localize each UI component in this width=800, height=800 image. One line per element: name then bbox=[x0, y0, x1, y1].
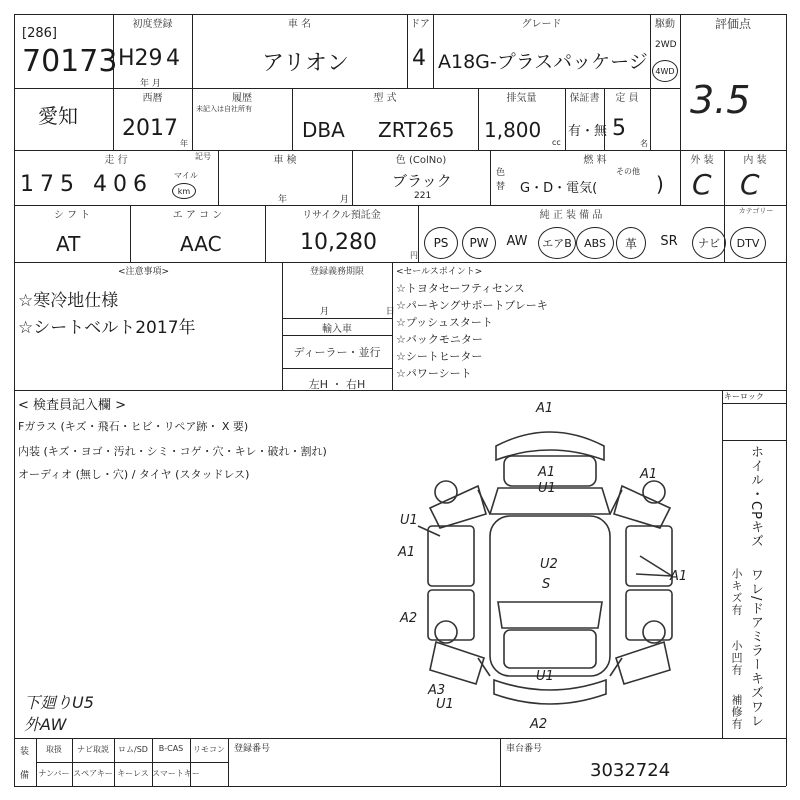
side-text-mirror: ワレ/ドアミラーキズ bbox=[748, 568, 763, 700]
drive-2wd: 2WD bbox=[655, 40, 677, 50]
first-reg-month: 4 bbox=[166, 46, 180, 71]
grid-line bbox=[500, 738, 501, 786]
mark-hood: A1 bbox=[538, 465, 556, 480]
chassis-number: 3032724 bbox=[590, 760, 671, 781]
sales-point-3: ☆プッシュスタート bbox=[396, 316, 493, 329]
right-front-door bbox=[626, 526, 672, 586]
grid-line bbox=[724, 205, 725, 262]
side-text-dent: 小凹有 bbox=[730, 640, 743, 676]
car-name: アリオン bbox=[262, 51, 349, 76]
exterior-grade: C bbox=[692, 168, 712, 201]
footer-r1-3: ロム/SD bbox=[118, 745, 148, 754]
inspector-line-interior: 内装 (キズ・ヨゴ・汚れ・シミ・コゲ・穴・キレ・破れ・割れ) bbox=[18, 445, 327, 458]
mile-label: マイル bbox=[174, 171, 198, 180]
region: 愛知 bbox=[38, 104, 78, 128]
footer-r1-4: B-CAS bbox=[158, 744, 184, 753]
history-note: 未記入は自社所有 bbox=[196, 105, 252, 113]
year-unit: 年 bbox=[180, 139, 188, 148]
footer-r2-1: ナンバー bbox=[38, 769, 70, 778]
fuel-other: その他 bbox=[616, 167, 640, 176]
hand-note-exterior: 外AW bbox=[24, 715, 67, 734]
equipment-pw: PW bbox=[462, 227, 496, 259]
right-rear-fender bbox=[616, 642, 670, 684]
fuel-close: ) bbox=[656, 172, 664, 196]
grid-line bbox=[282, 318, 392, 319]
grid-line bbox=[722, 403, 786, 404]
sales-point-5: ☆シートヒーター bbox=[396, 350, 483, 363]
notes-line-1: ☆寒冷地仕様 bbox=[18, 291, 119, 311]
grid-line bbox=[650, 14, 651, 150]
registration-units: 月 日 bbox=[320, 307, 395, 317]
mark-front-bumper: A1 bbox=[536, 401, 554, 416]
aircon-label: エ ア コ ン bbox=[172, 210, 223, 221]
equipment-airbag: エアB bbox=[538, 227, 576, 259]
recycle-unit: 円 bbox=[410, 251, 418, 260]
grade-label: グレード bbox=[521, 19, 562, 30]
lot-number: 70173 bbox=[22, 44, 118, 79]
history-label: 履歴 bbox=[232, 93, 252, 104]
equipment-sr: SR bbox=[660, 234, 678, 249]
rear-window-outline bbox=[498, 602, 602, 628]
inspector-title: < 検査員記入欄 > bbox=[18, 398, 127, 413]
grid-line bbox=[282, 335, 392, 336]
mark-hood-dent: U1 bbox=[538, 481, 556, 496]
grade: A18G-プラスパッケージ bbox=[438, 51, 648, 73]
footer-side-2: 備 bbox=[20, 771, 30, 781]
first-reg-label: 初度登録 bbox=[132, 19, 173, 30]
steering-side: 左H ・ 右H bbox=[308, 378, 366, 391]
mark-left-rear: A2 bbox=[400, 611, 418, 626]
import-label: 輸入車 bbox=[322, 324, 352, 335]
recycle: 10,280 bbox=[300, 230, 377, 255]
side-text-ware: ワレ bbox=[748, 700, 763, 728]
model-code: ZRT265 bbox=[378, 118, 455, 142]
footer-r2-4: スマートキー bbox=[152, 769, 200, 778]
color-no: 221 bbox=[414, 191, 432, 201]
interior-grade: C bbox=[740, 168, 760, 201]
arrow-right bbox=[636, 556, 672, 576]
grid-line bbox=[14, 14, 15, 786]
score-label: 評価点 bbox=[714, 17, 751, 31]
footer-r1-5: リモコン bbox=[193, 745, 225, 754]
key-lock-label: キーロック bbox=[724, 392, 764, 401]
footer-side-1: 装 bbox=[20, 747, 30, 757]
fuel-label: 燃 料 bbox=[583, 155, 607, 166]
mark-rear-bumper: A2 bbox=[530, 717, 548, 732]
mark-right-fender: A1 bbox=[640, 467, 658, 482]
notes-label: <注意事項> bbox=[118, 267, 170, 277]
equipment-ps: PS bbox=[424, 227, 458, 259]
sales-point-6: ☆パワーシート bbox=[396, 367, 472, 380]
left-front-fender bbox=[430, 486, 486, 528]
mark-left-door: A1 bbox=[398, 545, 416, 560]
interior-label: 内 装 bbox=[743, 155, 767, 166]
grid-line bbox=[36, 762, 228, 763]
body-outline bbox=[490, 516, 610, 676]
year: 2017 bbox=[122, 116, 178, 141]
sales-point-4: ☆バックモニター bbox=[396, 333, 483, 346]
displacement-unit: cc bbox=[552, 138, 561, 147]
side-text-scratch: 小キズ有 bbox=[730, 568, 743, 616]
grid-line bbox=[680, 14, 681, 150]
color: ブラック bbox=[392, 172, 452, 190]
left-rear-fender bbox=[430, 642, 484, 684]
inspection-units: 年 月 bbox=[278, 195, 349, 205]
drive-label: 駆動 bbox=[655, 19, 675, 30]
equipment-aw: AW bbox=[506, 234, 528, 249]
registration-label: 登録義務期限 bbox=[309, 267, 364, 277]
drive-4wd-circle bbox=[652, 60, 678, 82]
equipment-navi: ナビ bbox=[692, 227, 726, 259]
car-diagram bbox=[400, 396, 720, 736]
grid-line bbox=[722, 390, 723, 738]
fuel: G・D・電気( bbox=[520, 181, 598, 196]
lot-prefix: [286] bbox=[22, 26, 57, 41]
grid-line bbox=[192, 14, 193, 150]
registration-number-label: 登録番号 bbox=[234, 744, 271, 754]
mark-roof-s: S bbox=[542, 577, 551, 592]
first-reg-era: H29 bbox=[118, 46, 163, 71]
sales-point-1: ☆トヨタセーフティセンス bbox=[396, 282, 525, 295]
carnavi-label: カテゴリー bbox=[738, 207, 774, 215]
recycle-label: リサイクル預託金 bbox=[302, 210, 381, 221]
side-text-wheel: ホイル・CPキズ bbox=[748, 445, 763, 548]
meter-label: 記号 bbox=[195, 152, 211, 161]
model-label: 型 式 bbox=[373, 93, 397, 104]
first-reg-units: 年 月 bbox=[140, 79, 161, 89]
grid-line bbox=[14, 390, 786, 391]
mark-right-doors: A1 bbox=[670, 569, 688, 584]
displacement: 1,800 bbox=[484, 118, 542, 142]
hand-note-underbody: 下廻りU5 bbox=[24, 693, 94, 712]
footer-r1-2: ナビ取説 bbox=[77, 745, 109, 754]
mileage: 175 406 bbox=[20, 172, 153, 197]
grid-line bbox=[392, 262, 393, 390]
equipment-label: 純 正 装 備 品 bbox=[539, 210, 603, 221]
mark-rear-left-a3: A3 bbox=[428, 683, 446, 698]
inspector-line-glass: Fガラス (キズ・飛石・ヒビ・リペア跡・ X 要) bbox=[18, 420, 249, 433]
drive-4wd: 4WD bbox=[655, 66, 675, 76]
notes-line-2: ☆シートベルト2017年 bbox=[18, 318, 196, 338]
sales-point-2: ☆パーキングサポートブレーキ bbox=[396, 299, 548, 312]
grid-line bbox=[14, 262, 786, 263]
equipment-leather: 革 bbox=[616, 227, 646, 259]
car-name-label: 車 名 bbox=[287, 19, 312, 30]
warranty: 有・無 bbox=[568, 124, 608, 139]
grid-line bbox=[14, 738, 786, 739]
grid-line bbox=[113, 14, 114, 150]
footer-r2-2: スペアキー bbox=[73, 769, 113, 778]
trunk-outline bbox=[504, 630, 596, 668]
mark-roof-dent: U2 bbox=[540, 557, 558, 572]
mileage-label: 走 行 bbox=[104, 155, 128, 166]
exterior-label: 外 装 bbox=[690, 155, 714, 166]
mileage-unit-circle bbox=[172, 183, 196, 199]
capacity-label: 定 員 bbox=[615, 93, 639, 104]
grid-line bbox=[228, 738, 229, 786]
model-prefix: DBA bbox=[302, 118, 345, 142]
score: 3.5 bbox=[690, 78, 751, 122]
right-front-wheel bbox=[643, 481, 665, 503]
color-change: 色替 bbox=[496, 168, 506, 192]
equipment-abs: ABS bbox=[576, 227, 614, 259]
mark-rear-left-u1: U1 bbox=[436, 697, 454, 712]
displacement-label: 排気量 bbox=[506, 93, 537, 104]
grid-line bbox=[14, 786, 786, 787]
aircon: AAC bbox=[180, 232, 222, 256]
footer-r2-3: キーレス bbox=[117, 769, 149, 778]
inspector-line-audio: オーディオ (無し・穴) / タイヤ (スタッドレス) bbox=[18, 468, 250, 481]
grid-line bbox=[490, 150, 491, 205]
sales-points-label: <セールスポイント> bbox=[396, 267, 483, 277]
mark-trunk: U1 bbox=[536, 669, 554, 684]
doors-label: ドア bbox=[410, 19, 430, 30]
warranty-label: 保証書 bbox=[569, 93, 600, 104]
equipment-dtv: DTV bbox=[730, 227, 766, 259]
chassis-label: 車台番号 bbox=[506, 744, 543, 754]
left-front-door bbox=[428, 526, 474, 586]
shift: AT bbox=[56, 232, 81, 256]
year-label: 西暦 bbox=[142, 93, 163, 104]
inspection-label: 車 検 bbox=[273, 155, 297, 166]
capacity: 5 bbox=[612, 116, 626, 141]
doors: 4 bbox=[412, 46, 426, 71]
left-front-wheel bbox=[435, 481, 457, 503]
dealer-import: ディーラー・並行 bbox=[293, 346, 381, 359]
footer-r1-1: 取扱 bbox=[46, 745, 62, 754]
mark-left-door-dent: U1 bbox=[400, 513, 418, 528]
right-front-fender bbox=[614, 486, 670, 528]
capacity-unit: 名 bbox=[640, 139, 648, 148]
grid-line bbox=[722, 440, 786, 441]
grid-line bbox=[786, 14, 787, 786]
grid-line bbox=[282, 368, 392, 369]
mileage-unit: km bbox=[177, 186, 191, 196]
color-label: 色 (ColNo) bbox=[395, 155, 447, 166]
shift-label: シ フ ト bbox=[53, 210, 91, 221]
side-text-repair: 補修有 bbox=[730, 694, 743, 730]
